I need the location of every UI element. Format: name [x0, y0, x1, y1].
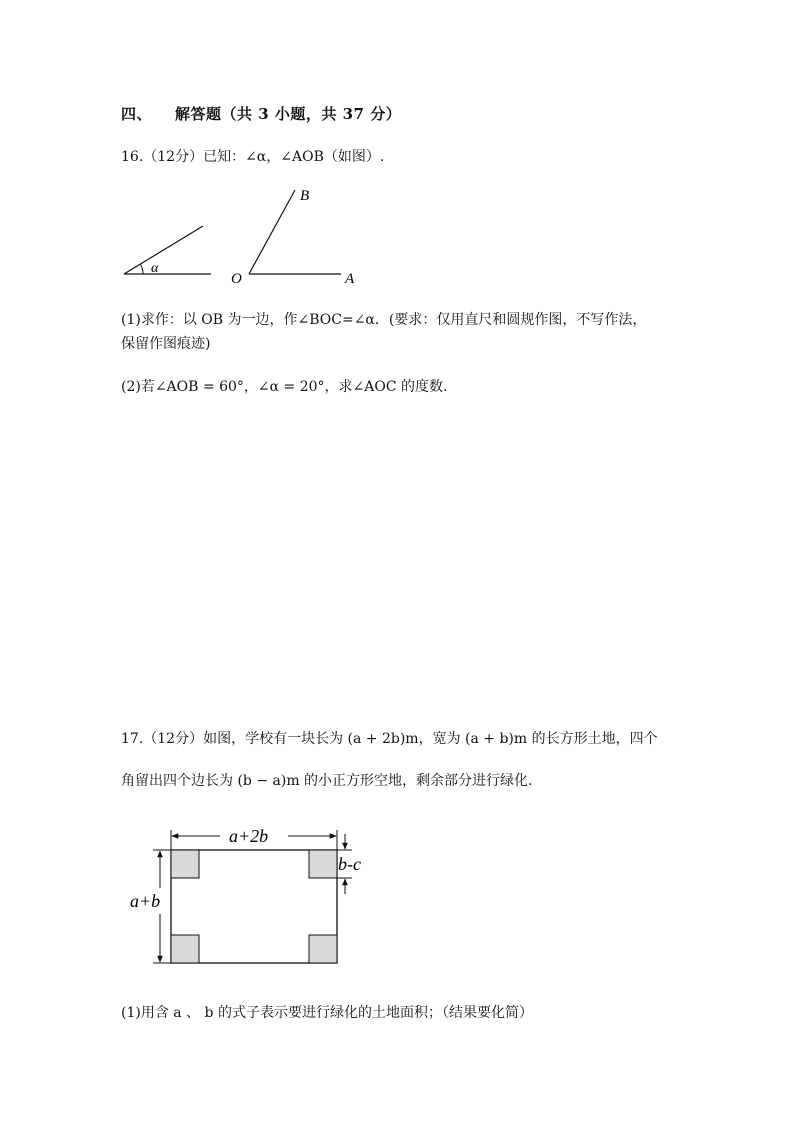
corner-square-bottom-right: [309, 935, 337, 963]
label-A: A: [345, 271, 355, 287]
corner-label: b-c: [338, 854, 361, 874]
q17-line1: 17.（12分）如图，学校有一块长为 (a + 2b)m，宽为 (a + b)m 的长方形土地，四个: [121, 731, 658, 747]
q17-part1: (1)用含 a 、 b 的式子表示要进行绿化的土地面积；（结果要化简）: [121, 1005, 533, 1021]
label-B: B: [300, 188, 310, 204]
alpha-label: α: [151, 261, 159, 276]
corner-square-top-left: [171, 850, 199, 878]
corner-square-bottom-left: [171, 935, 199, 963]
q16-intro: 16.（12分）已知：∠α，∠AOB（如图）.: [121, 149, 385, 165]
q16-part1-line1: (1)求作：以 OB 为一边，作∠BOC=∠α．(要求：仅用直尺和圆规作图，不写作法，: [121, 312, 647, 328]
q16-part2: (2)若∠AOB = 60°，∠α = 20°，求∠AOC 的度数.: [121, 379, 448, 395]
corner-square-top-right: [309, 850, 337, 878]
q17-line2: 角留出四个边长为 (b − a)m 的小正方形空地，剩余部分进行绿化.: [121, 773, 533, 789]
label-O: O: [231, 271, 242, 287]
section-number: 四、: [121, 105, 153, 123]
section-title: 解答题（共 3 小题，共 37 分）: [175, 105, 402, 123]
length-label: a+2b: [229, 826, 269, 846]
width-label: a+b: [130, 891, 161, 911]
q16-part1-line2: 保留作图痕迹): [121, 336, 211, 352]
